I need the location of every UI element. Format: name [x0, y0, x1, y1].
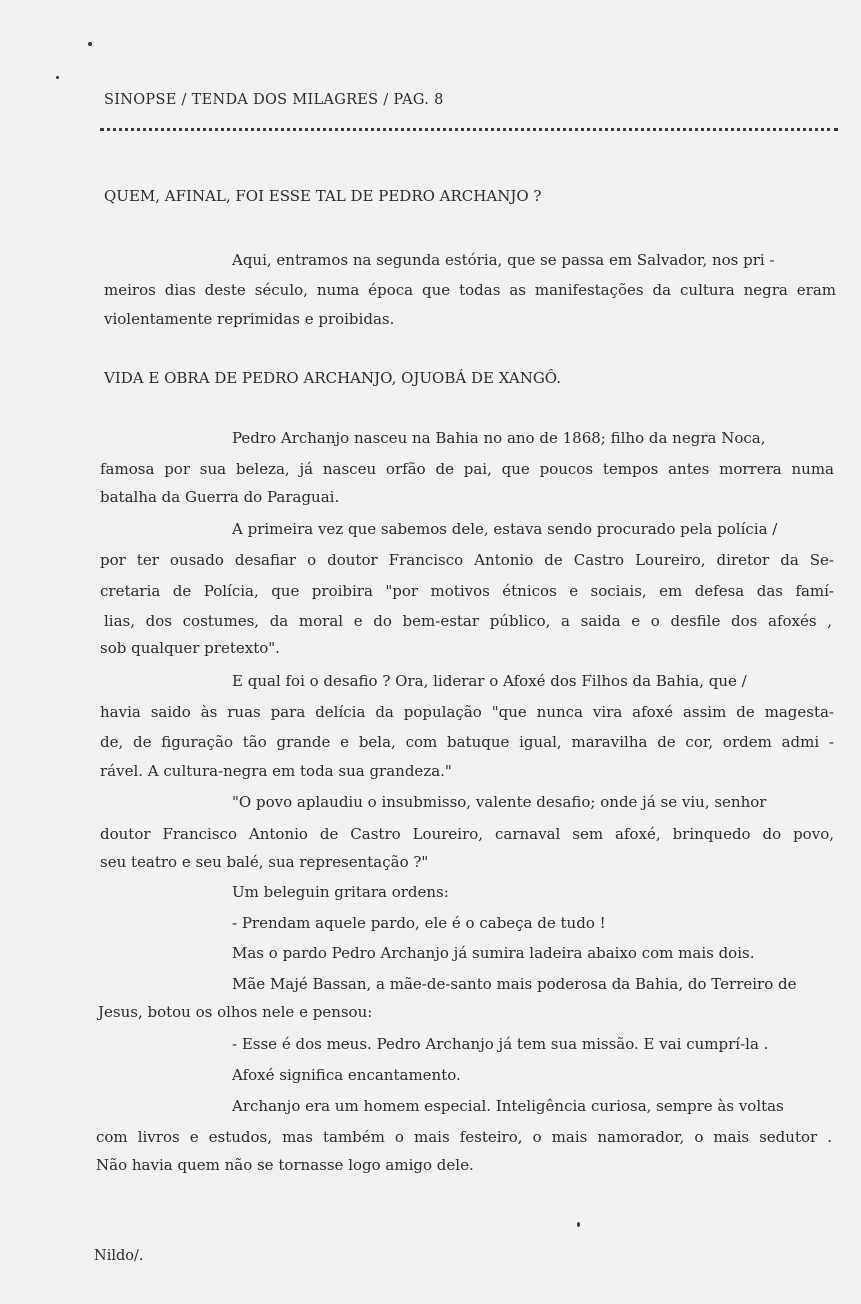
text-line: - Prendam aquele pardo, ele é o cabeça de tudo !	[232, 914, 606, 932]
page-header: SINOPSE / TENDA DOS MILAGRES / PAG. 8	[104, 92, 444, 108]
section-heading-1: QUEM, AFINAL, FOI ESSE TAL DE PEDRO ARCHANJO ?	[104, 187, 542, 205]
text-line: sob qualquer pretexto".	[100, 639, 280, 657]
text-line: com livros e estudos, mas também o mais festeiro, o mais namorador, o mais sedutor .	[96, 1128, 832, 1146]
text-line: famosa por sua beleza, já nasceu orfão de pai, que poucos tempos antes morrera numa	[100, 460, 834, 478]
text-line: cretaria de Polícia, que proibira "por motivos étnicos e sociais, em defesa das famí-	[100, 582, 834, 600]
scan-speck	[88, 42, 92, 46]
text-line: Não havia quem não se tornasse logo amigo dele.	[96, 1156, 474, 1174]
text-line: Jesus, botou os olhos nele e pensou:	[98, 1003, 373, 1021]
dotted-rule	[100, 128, 838, 141]
scan-speck	[56, 76, 59, 79]
text-line: de, de figuração tão grande e bela, com batuque igual, maravilha de cor, ordem admi -	[100, 733, 834, 751]
text-line: por ter ousado desafiar o doutor Francisco Antonio de Castro Loureiro, diretor da Se-	[100, 551, 834, 569]
scan-speck	[577, 1222, 580, 1227]
section-heading-2: VIDA E OBRA DE PEDRO ARCHANJO, OJUOBÁ DE XANGÔ.	[104, 369, 561, 387]
text-line: Mas o pardo Pedro Archanjo já sumira ladeira abaixo com mais dois.	[232, 944, 755, 962]
text-line: Um beleguin gritara ordens:	[232, 883, 449, 901]
text-line: Aqui, entramos na segunda estória, que se passa em Salvador, nos pri -	[232, 251, 775, 269]
text-line: "O povo aplaudiu o insubmisso, valente desafio; onde já se viu, senhor	[232, 793, 767, 811]
text-line: meiros dias deste século, numa época que todas as manifestações da cultura negra eram	[104, 281, 836, 299]
signature: Nildo/.	[94, 1248, 144, 1264]
text-line: Pedro Archanjo nasceu na Bahia no ano de 1868; filho da negra Noca,	[232, 429, 766, 447]
text-line: Afoxé significa encantamento.	[232, 1066, 461, 1084]
text-line: violentamente reprimidas e proibidas.	[104, 310, 395, 328]
text-line: seu teatro e seu balé, sua representação ?"	[100, 853, 429, 871]
text-line: Mãe Majé Bassan, a mãe-de-santo mais poderosa da Bahia, do Terreiro de	[232, 975, 797, 993]
text-line: Archanjo era um homem especial. Inteligência curiosa, sempre às voltas	[232, 1097, 784, 1115]
text-line: batalha da Guerra do Paraguai.	[100, 488, 340, 506]
text-line: E qual foi o desafio ? Ora, liderar o Afoxé dos Filhos da Bahia, que /	[232, 672, 747, 690]
text-line: havia saido às ruas para delícia da população "que nunca vira afoxé assim de magesta-	[100, 703, 834, 721]
text-line: - Esse é dos meus. Pedro Archanjo já tem sua missão. E vai cumprí-la .	[232, 1035, 769, 1053]
text-line: rável. A cultura-negra em toda sua grandeza."	[100, 762, 452, 780]
text-line: A primeira vez que sabemos dele, estava sendo procurado pela polícia /	[232, 520, 778, 538]
text-line: doutor Francisco Antonio de Castro Loureiro, carnaval sem afoxé, brinquedo do povo,	[100, 825, 834, 843]
text-line: lias, dos costumes, da moral e do bem-estar público, a saida e o desfile dos afoxés ,	[104, 612, 832, 630]
